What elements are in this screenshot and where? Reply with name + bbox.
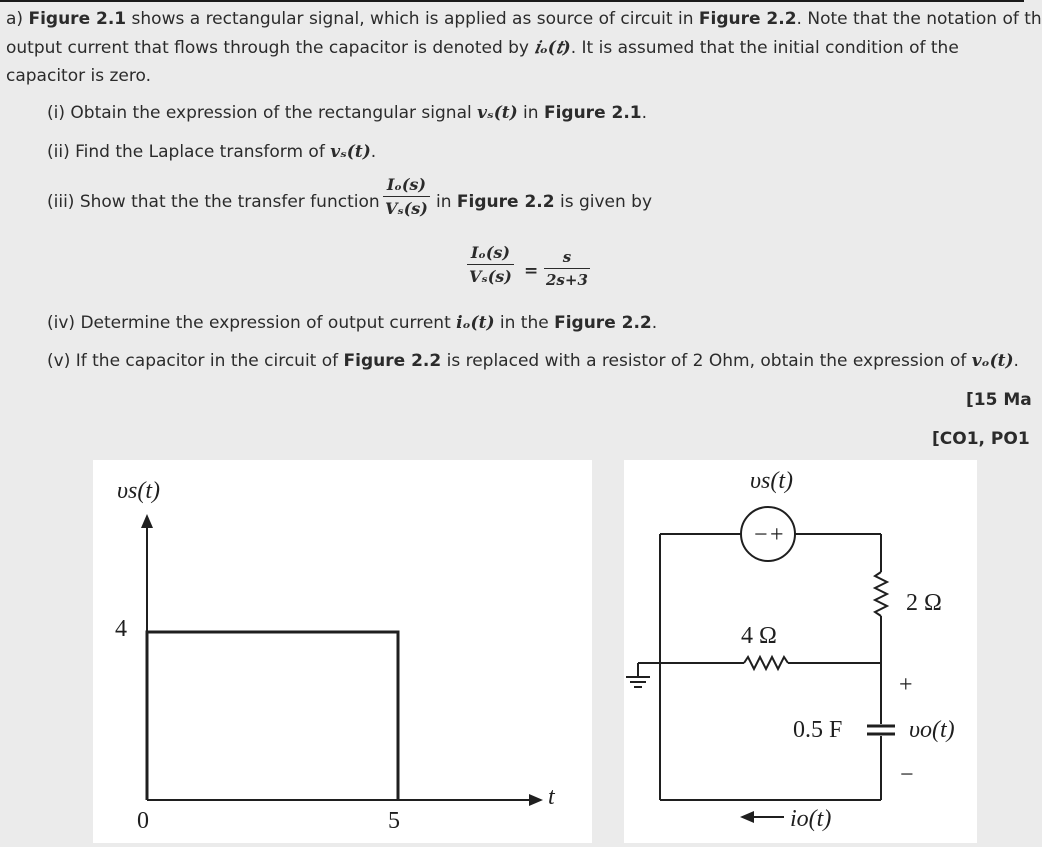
r2-label: 2 Ω <box>906 590 942 616</box>
vo-plus: + <box>899 672 913 698</box>
intro-line-2: output current that flows through the capacitor is denoted by 𝑖ₒ(𝑡). It is assumed that the initial condition of the <box>6 38 959 58</box>
source-label: υs(t) <box>750 468 794 494</box>
y-axis-label: υs(t) <box>117 478 161 504</box>
capacitor-label: 0.5 F <box>793 717 843 743</box>
figure-2-2-panel <box>624 460 977 843</box>
question-2: (ii) Find the Laplace transform of 𝒗ₛ(𝒕). <box>47 142 377 162</box>
y-tick-4: 4 <box>115 616 127 642</box>
io-label: io(t) <box>790 806 832 832</box>
voltage-source <box>741 507 795 561</box>
current-arrow-head <box>740 811 754 823</box>
r4-label: 4 Ω <box>741 623 777 649</box>
intro-line-3: capacitor is zero. <box>6 66 151 86</box>
question-4: (iv) Determine the expression of output current 𝒊ₒ(𝒕) in the Figure 2.2. <box>47 313 658 333</box>
marks-label: [15 Ma <box>966 390 1032 410</box>
signal-pulse <box>147 632 398 800</box>
intro-line-1: a) Figure 2.1 shows a rectangular signal, which is applied as source of circuit in Figure 2.2. Note that the notation of th <box>6 9 1042 29</box>
figure-2-1-chart <box>93 460 592 843</box>
question-5: (v) If the capacitor in the circuit of Figure 2.2 is replaced with a resistor of 2 Ohm, obtain the expression of 𝒗ₒ(𝒕). <box>47 351 1019 371</box>
question-3: (iii) Show that the the transfer function <box>47 192 380 212</box>
x-axis-arrow <box>529 794 543 806</box>
y-axis-arrow <box>141 514 153 528</box>
source-minus: − <box>754 522 768 548</box>
equation-equals: = <box>524 261 539 281</box>
transfer-fraction-inline: Iₒ(s) Vₛ(s) <box>385 175 428 218</box>
source-plus: + <box>770 522 784 548</box>
resistor-4-ohm <box>744 657 788 669</box>
resistor-2-ohm <box>875 572 887 616</box>
vo-minus: − <box>900 762 914 788</box>
equation-rhs: s 2s+3 <box>546 248 588 289</box>
x-axis-label: t <box>548 784 555 810</box>
top-rule <box>0 0 1024 2</box>
co-po-label: [CO1, PO1 <box>932 429 1030 449</box>
figure-2-2-circuit <box>624 460 977 843</box>
question-3-tail: in Figure 2.2 is given by <box>436 192 653 212</box>
x-tick-0: 0 <box>137 808 149 834</box>
question-1: (i) Obtain the expression of the rectangular signal 𝒗ₛ(𝒕) in Figure 2.1. <box>47 103 648 123</box>
x-tick-5: 5 <box>388 808 400 834</box>
equation-lhs: Iₒ(s) Vₛ(s) <box>469 243 512 286</box>
vo-label: υo(t) <box>909 717 955 743</box>
figure-2-1-panel <box>93 460 592 843</box>
